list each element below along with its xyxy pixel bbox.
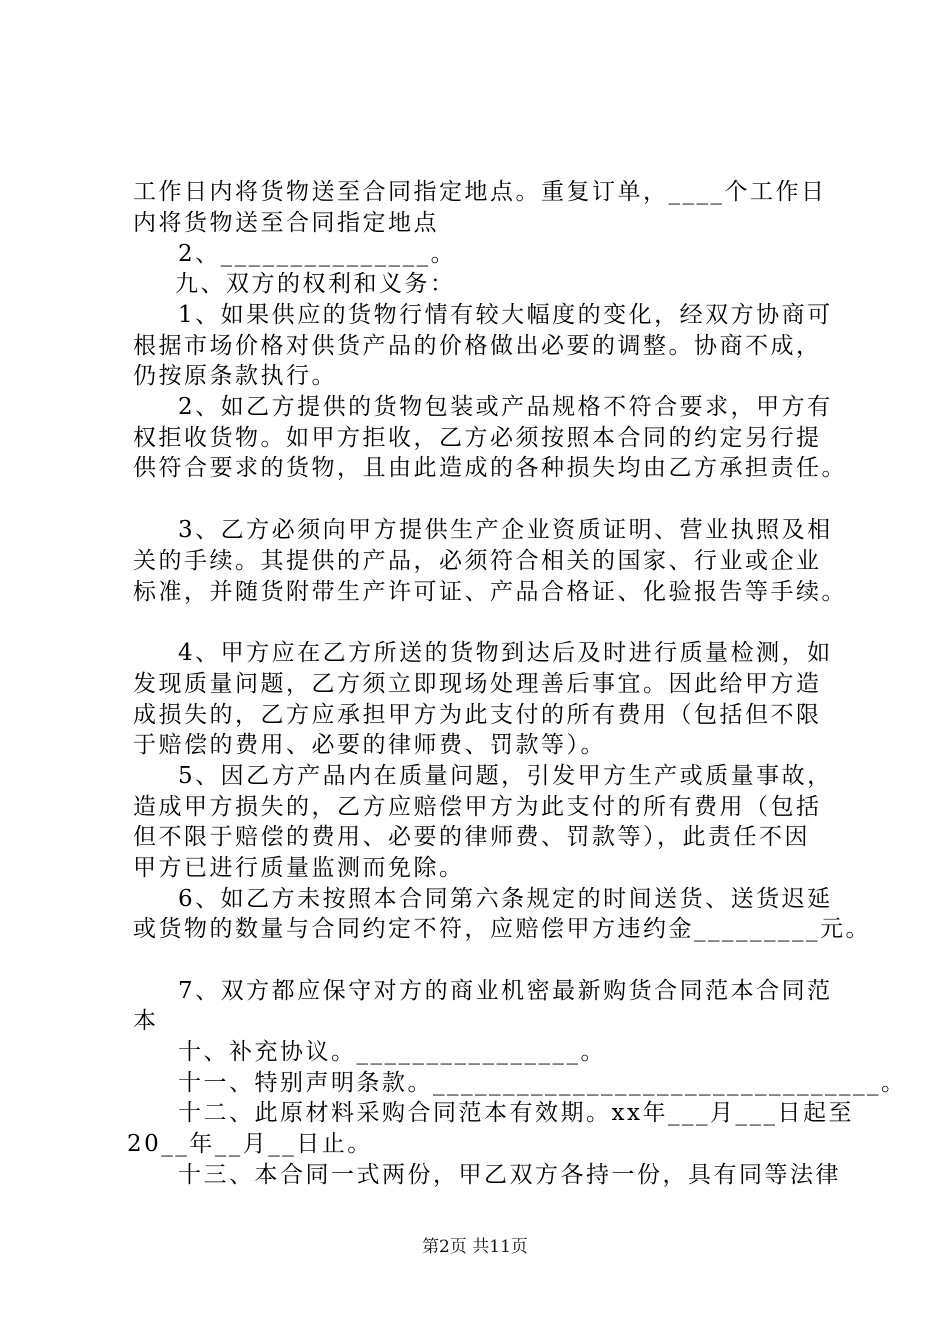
text-line: 工作日内将货物送至合同指定地点。重复订单，____个工作日 [133,179,827,205]
text-line: 标准，并随货附带生产许可证、产品合格证、化验报告等手续。 [133,579,847,605]
text-line: 6、如乙方未按照本合同第六条规定的时间送货、送货迟延 [178,886,833,912]
text-line: 甲方已进行质量监测而免除。 [133,855,465,881]
text-line: 造成甲方损失的，乙方应赔偿甲方为此支付的所有费用（包括 [133,794,822,820]
text-line: 关的手续。其提供的产品，必须符合相关的国家、行业或企业 [133,548,822,574]
text-line: 本 [133,1008,159,1034]
text-line: 20__年__月__日止。 [127,1131,373,1157]
section-heading: 十、补充协议。________________。 [178,1039,606,1065]
text-line: 1、如果供应的货物行情有较大幅度的变化，经双方协商可 [178,302,833,328]
text-line: 权拒收货物。如甲方拒收，乙方必须按照本合同的约定另行提 [133,425,822,451]
text-line: 7、双方都应保守对方的商业机密最新购货合同范本合同范 [178,978,833,1004]
section-heading: 十一、特别声明条款。________________________________。 [178,1070,907,1096]
section-heading: 十二、此原材料采购合同范本有效期。xx年___月___日起至 [178,1100,854,1126]
text-line: 发现质量问题，乙方须立即现场处理善后事宜。因此给甲方造 [133,671,822,697]
text-line: 5、因乙方产品内在质量问题，引发甲方生产或质量事故， [178,763,833,789]
text-line: 供符合要求的货物，且由此造成的各种损失均由乙方承担责任。 [133,455,847,481]
text-line: 4、甲方应在乙方所送的货物到达后及时进行质量检测，如 [178,640,833,666]
text-line: 2、如乙方提供的货物包装或产品规格不符合要求，甲方有 [178,394,833,420]
section-heading: 九、双方的权利和义务： [175,271,456,297]
text-line: 或货物的数量与合同约定不符，应赔偿甲方违约金_________元。 [133,916,871,942]
text-line: 根据市场价格对供货产品的价格做出必要的调整。协商不成， [133,333,822,359]
page-number-footer: 第2页 共11页 [422,1237,528,1257]
text-line: 于赔偿的费用、必要的律师费、罚款等）。 [133,732,606,758]
text-line: 成损失的，乙方应承担甲方为此支付的所有费用（包括但不限 [133,702,822,728]
section-heading: 十三、本合同一式两份，甲乙双方各持一份，具有同等法律 [178,1162,841,1188]
text-line: 2、_______________。 [178,241,457,267]
text-line: 3、乙方必须向甲方提供生产企业资质证明、营业执照及相 [178,517,833,543]
text-line: 但不限于赔偿的费用、必要的律师费、罚款等），此责任不因 [133,824,810,850]
text-line: 仍按原条款执行。 [133,363,337,389]
text-line: 内将货物送至合同指定地点 [133,210,439,236]
